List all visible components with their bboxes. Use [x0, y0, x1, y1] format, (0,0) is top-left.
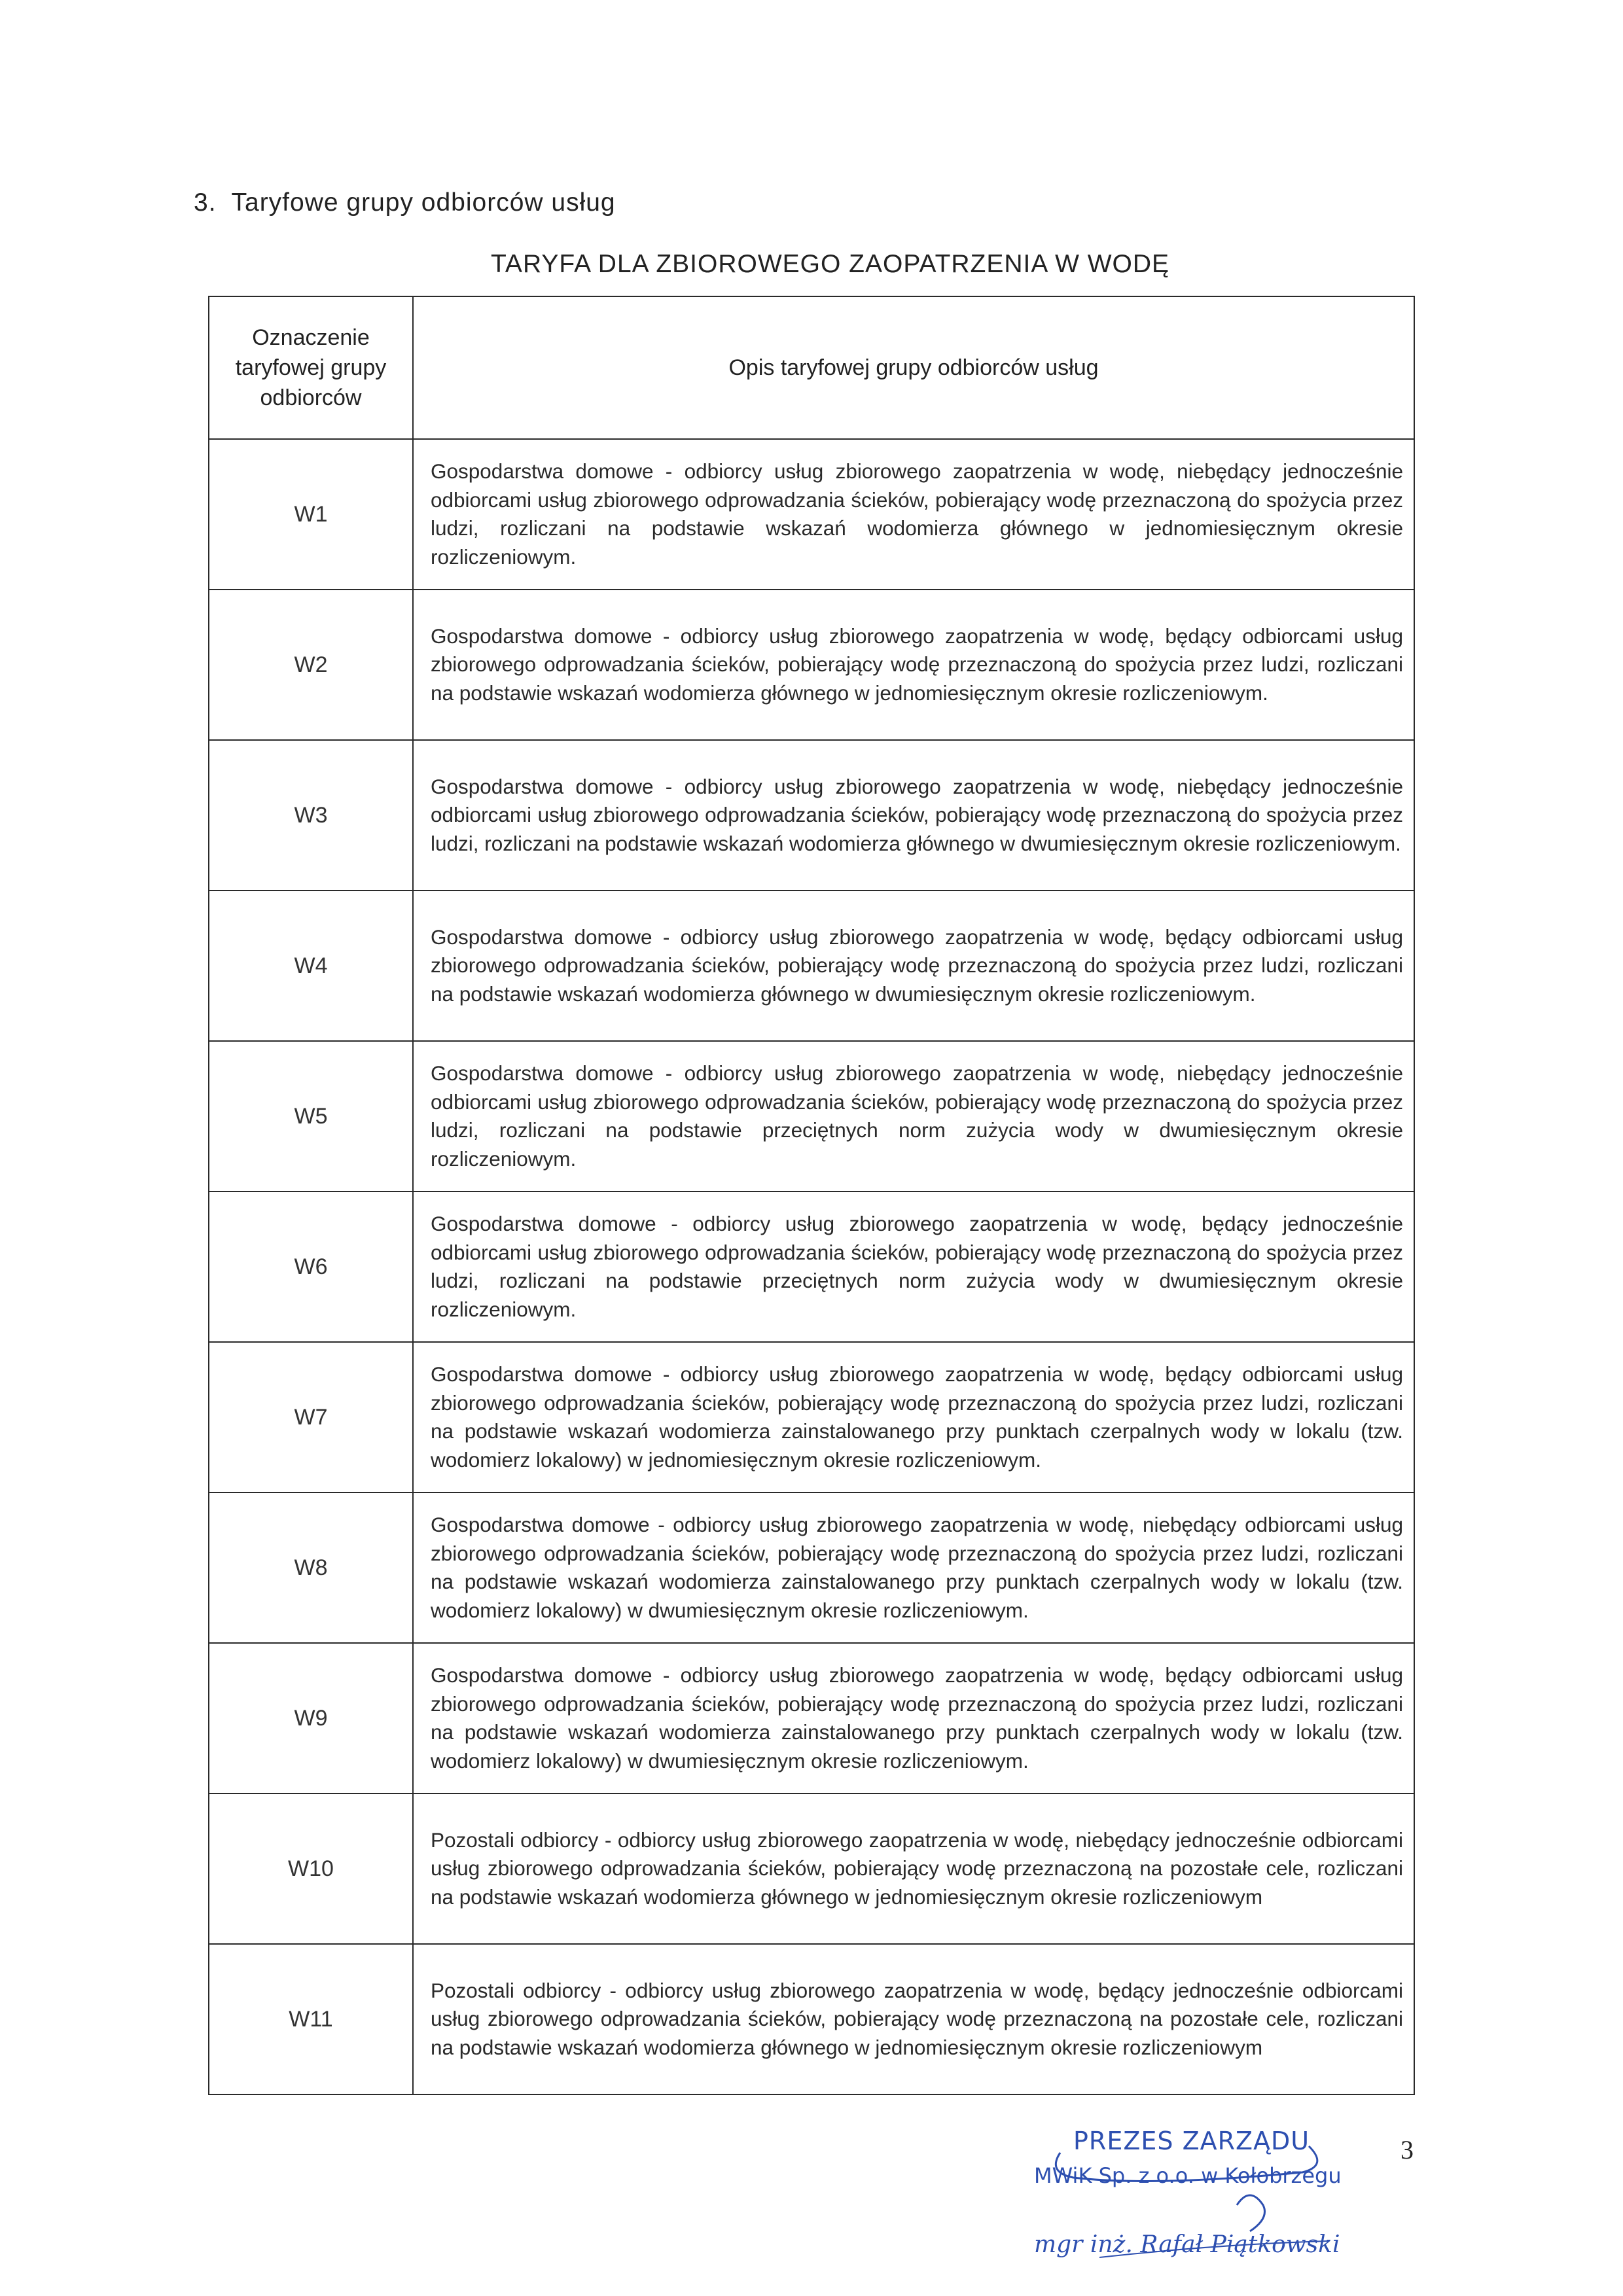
section-title: Taryfowe grupy odbiorców usług [231, 188, 616, 217]
group-description: Gospodarstwa domowe - odbiorcy usług zbiorowego zaopatrzenia w wodę, niebędący jednocześnie odbiorcami usług zbiorowego odprowadzania ścieków, pobierający wodę przeznaczoną do spożycia przez ludzi, rozliczani na podstawie wskazań wodomierza głównego w jednomiesięcznym okresie rozliczeniowym. [413, 439, 1414, 590]
group-code: W9 [209, 1643, 413, 1793]
table-row [209, 1492, 1414, 1643]
table-row [209, 1041, 1414, 1192]
group-description: Gospodarstwa domowe - odbiorcy usług zbiorowego zaopatrzenia w wodę, niebędący jednocześnie odbiorcami usług zbiorowego odprowadzania ścieków, pobierający wodę przeznaczoną do spożycia przez ludzi, rozliczani na podstawie wskazań wodomierza głównego w dwumiesięcznym okresie rozliczeniowym. [413, 740, 1414, 891]
group-description: Gospodarstwa domowe - odbiorcy usług zbiorowego zaopatrzenia w wodę, będący odbiorcami usług zbiorowego odprowadzania ścieków, pobierający wodę przeznaczoną do spożycia przez ludzi, rozliczani na podstawie wskazań wodomierza głównego w dwumiesięcznym okresie rozliczeniowym. [413, 891, 1414, 1041]
header-code: Oznaczenie taryfowej grupy odbiorców [209, 296, 413, 439]
group-description: Gospodarstwa domowe - odbiorcy usług zbiorowego zaopatrzenia w wodę, będący jednocześnie odbiorcami usług zbiorowego odprowadzania ścieków, pobierający wodę przeznaczoną do spożycia przez ludzi, rozliczani na podstawie przeciętnych norm zużycia wody w dwumiesięcznym okresie rozliczeniowym. [413, 1192, 1414, 1342]
group-code: W6 [209, 1192, 413, 1342]
group-description: Gospodarstwa domowe - odbiorcy usług zbiorowego zaopatrzenia w wodę, niebędący jednocześnie odbiorcami usług zbiorowego odprowadzania ścieków, pobierający wodę przeznaczoną do spożycia przez ludzi, rozliczani na podstawie przeciętnych norm zużycia wody w dwumiesięcznym okresie rozliczeniowym. [413, 1041, 1414, 1192]
group-description: Pozostali odbiorcy - odbiorcy usług zbiorowego zaopatrzenia w wodę, niebędący jednocześnie odbiorcami usług zbiorowego odprowadzania ścieków, pobierający wodę przeznaczoną na pozostałe cele, rozliczani na podstawie wskazań wodomierza głównego w jednomiesięcznym okresie rozliczeniowym [413, 1793, 1414, 1944]
stamp-company: MWiK Sp. z o.o. w Kołobrzegu [1034, 2163, 1342, 2188]
table-row [209, 590, 1414, 740]
table-row [209, 439, 1414, 590]
group-code: W10 [209, 1793, 413, 1944]
stamp-signatory: mgr inż. Rafał Piątkowski [1034, 2231, 1340, 2258]
table-row [209, 1944, 1414, 2094]
signature-stamp [1021, 2127, 1361, 2277]
group-code: W5 [209, 1041, 413, 1192]
header-description: Opis taryfowej grupy odbiorców usług [413, 296, 1414, 439]
group-description: Pozostali odbiorcy - odbiorcy usług zbiorowego zaopatrzenia w wodę, będący jednocześnie odbiorcami usług zbiorowego odprowadzania ścieków, pobierający wodę przeznaczoną na pozostałe cele, rozliczani na podstawie wskazań wodomierza głównego w jednomiesięcznym okresie rozliczeniowym [413, 1944, 1414, 2094]
group-code: W3 [209, 740, 413, 891]
table-title: TARYFA DLA ZBIOROWEGO ZAOPATRZENIA W WODĘ [491, 250, 1170, 278]
group-code: W8 [209, 1492, 413, 1643]
table-row [209, 740, 1414, 891]
group-code: W4 [209, 891, 413, 1041]
section-heading [194, 188, 616, 217]
table-header-row [209, 296, 1414, 439]
table-row [209, 1793, 1414, 1944]
group-description: Gospodarstwa domowe - odbiorcy usług zbiorowego zaopatrzenia w wodę, będący odbiorcami usług zbiorowego odprowadzania ścieków, pobierający wodę przeznaczoną do spożycia przez ludzi, rozliczani na podstawie wskazań wodomierza zainstalowanego przy punktach czerpalnych wody w lokalu (tzw. wodomierz lokalowy) w dwumiesięcznym okresie rozliczeniowym. [413, 1643, 1414, 1793]
table-row [209, 1342, 1414, 1492]
stamp-title: PREZES ZARZĄDU [1073, 2127, 1310, 2155]
group-description: Gospodarstwa domowe - odbiorcy usług zbiorowego zaopatrzenia w wodę, niebędący odbiorcami usług zbiorowego odprowadzania ścieków, pobierający wodę przeznaczoną do spożycia przez ludzi, rozliczani na podstawie wskazań wodomierza zainstalowanego przy punktach czerpalnych wody w lokalu (tzw. wodomierz lokalowy) w dwumiesięcznym okresie rozliczeniowym. [413, 1492, 1414, 1643]
group-code: W11 [209, 1944, 413, 2094]
table-row [209, 891, 1414, 1041]
table-row [209, 1192, 1414, 1342]
group-description: Gospodarstwa domowe - odbiorcy usług zbiorowego zaopatrzenia w wodę, będący odbiorcami usług zbiorowego odprowadzania ścieków, pobierający wodę przeznaczoną do spożycia przez ludzi, rozliczani na podstawie wskazań wodomierza zainstalowanego przy punktach czerpalnych wody w lokalu (tzw. wodomierz lokalowy) w jednomiesięcznym okresie rozliczeniowym. [413, 1342, 1414, 1492]
group-description: Gospodarstwa domowe - odbiorcy usług zbiorowego zaopatrzenia w wodę, będący odbiorcami usług zbiorowego odprowadzania ścieków, pobierający wodę przeznaczoną do spożycia przez ludzi, rozliczani na podstawie wskazań wodomierza głównego w jednomiesięcznym okresie rozliczeniowym. [413, 590, 1414, 740]
section-number: 3. [194, 188, 217, 217]
group-code: W7 [209, 1342, 413, 1492]
group-code: W1 [209, 439, 413, 590]
table-row [209, 1643, 1414, 1793]
group-code: W2 [209, 590, 413, 740]
page-number: 3 [1400, 2135, 1414, 2164]
tariff-table [208, 296, 1415, 2095]
